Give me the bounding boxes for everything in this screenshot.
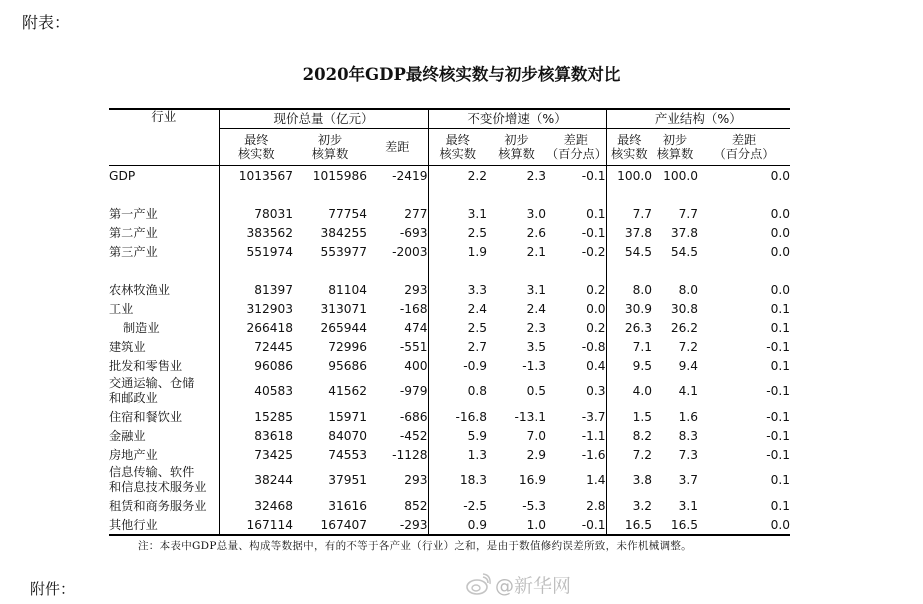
table-row [109, 375, 790, 407]
value-cell: 7.3 [678, 447, 699, 462]
industry-name-line: 和信息技术服务业 [109, 480, 207, 494]
value-cell: 96086 [219, 356, 293, 375]
value-cell: 16.5 [606, 515, 652, 535]
value-cell: 74553 [328, 447, 367, 462]
subheader-cell [293, 129, 367, 166]
value-cell: 37951 [328, 472, 367, 487]
industry-name-cell [109, 299, 219, 318]
value-cell: 15285 [219, 407, 293, 426]
empty-cell [487, 261, 546, 280]
value-cell: 3.3 [428, 280, 487, 299]
value-cell: 1.6 [678, 409, 699, 424]
value-cell: 0.1 [770, 358, 791, 373]
value-cell: -3.7 [581, 409, 606, 424]
value-cell: -16.8 [428, 407, 487, 426]
table-row [109, 356, 790, 375]
weibo-logo-icon [465, 573, 491, 595]
value-cell: 7.1 [606, 337, 652, 356]
value-cell: 293 [404, 472, 428, 487]
value-cell: 293 [404, 282, 428, 297]
value-cell: -0.1 [766, 339, 791, 354]
industry-name-line: 金融业 [109, 428, 146, 443]
empty-cell [109, 185, 219, 204]
table-row [109, 496, 790, 515]
empty-cell [428, 261, 487, 280]
value-cell: 16.5 [652, 515, 698, 535]
value-cell: 83618 [219, 426, 293, 445]
subheader-line: 核实数 [237, 147, 275, 161]
value-cell: 0.0 [770, 225, 791, 240]
table-row [109, 223, 790, 242]
value-cell: -0.8 [581, 339, 606, 354]
value-cell: -1.3 [522, 358, 546, 373]
industry-name-line: 农林牧渔业 [109, 282, 170, 297]
industry-name-line: 工业 [109, 301, 134, 316]
industry-name-line: 信息传输、软件 [109, 465, 195, 479]
table-row [109, 464, 790, 496]
subheader-line: 核实数 [611, 147, 648, 161]
subheader-line: 核实数 [439, 147, 477, 161]
industry-name-line: 第三产业 [109, 244, 158, 259]
subheader-cell [546, 129, 606, 166]
empty-cell [367, 185, 428, 204]
subheader-cell [219, 129, 293, 166]
value-cell: -2.5 [428, 496, 487, 515]
value-cell: 265944 [320, 320, 367, 335]
subheader-line: 差距 [731, 133, 757, 147]
value-cell: 0.0 [770, 206, 791, 221]
subheader-line: 核算数 [311, 147, 349, 161]
attachment-label: 附件： [30, 580, 76, 598]
value-cell: 3.7 [678, 472, 699, 487]
table-title: 2020年GDP最终核实数与初步核算数对比 [302, 65, 621, 84]
value-cell: 7.7 [606, 204, 652, 223]
value-cell: -5.3 [522, 498, 546, 513]
subheader-cell [698, 129, 790, 166]
value-cell: 2.4 [428, 299, 487, 318]
value-cell: 0.0 [698, 515, 790, 535]
gdp-comparison-table [109, 108, 790, 536]
value-cell: 0.2 [586, 282, 606, 297]
value-cell: -0.2 [581, 244, 606, 259]
subheader-cell [367, 129, 428, 166]
value-cell: -693 [399, 225, 428, 240]
value-cell: -2003 [392, 244, 428, 259]
industry-name-cell [109, 223, 219, 242]
empty-cell [698, 185, 790, 204]
value-cell: 95686 [328, 358, 367, 373]
value-cell: 30.8 [670, 301, 699, 316]
industry-name-line: 批发和零售业 [109, 358, 183, 373]
subheader-line: 最终 [617, 133, 642, 147]
value-cell: 40583 [219, 375, 293, 407]
value-cell: 551974 [219, 242, 293, 261]
empty-cell [698, 261, 790, 280]
value-cell: 1.3 [428, 445, 487, 464]
value-cell: 2.7 [428, 337, 487, 356]
table-row [109, 242, 790, 261]
value-cell: 4.0 [606, 375, 652, 407]
value-cell: 7.0 [526, 428, 546, 443]
empty-cell [546, 185, 606, 204]
value-cell: 1013567 [219, 166, 293, 186]
value-cell: 37.8 [670, 225, 699, 240]
table-row [109, 299, 790, 318]
value-cell: 9.4 [678, 358, 699, 373]
value-cell: 2.4 [526, 301, 546, 316]
value-cell: -0.1 [581, 225, 606, 240]
value-cell: 1.0 [487, 515, 546, 535]
value-cell: 7.7 [678, 206, 699, 221]
value-cell: 8.0 [606, 280, 652, 299]
value-cell: 2.9 [526, 447, 546, 462]
table-row [109, 445, 790, 464]
subheader-line: 初步 [317, 133, 343, 147]
industry-name-cell [109, 318, 219, 337]
value-cell: 30.9 [606, 299, 652, 318]
value-cell: 852 [404, 498, 428, 513]
value-cell: 553977 [320, 244, 367, 259]
subheader-line: （百分点） [713, 147, 775, 161]
subheader-line: 核算数 [656, 147, 694, 161]
empty-cell [606, 261, 652, 280]
value-cell: 2.2 [428, 166, 487, 186]
industry-name-cell [109, 445, 219, 464]
value-cell: 2.3 [526, 168, 546, 183]
value-cell: 3.0 [526, 206, 546, 221]
value-cell: 3.8 [606, 464, 652, 496]
value-cell: -551 [399, 339, 428, 354]
value-cell: 8.0 [678, 282, 699, 297]
subheader-cell [652, 129, 698, 166]
subheader-line: 差距 [385, 140, 410, 154]
industry-name-cell [109, 356, 219, 375]
group-header-constant-growth: 不变价增速（%） [428, 109, 606, 129]
value-cell: 167407 [293, 515, 367, 535]
value-cell: 312903 [219, 299, 293, 318]
industry-name-line: 第一产业 [109, 206, 158, 221]
industry-name-cell [109, 496, 219, 515]
industry-name-line: 第二产业 [109, 225, 158, 240]
value-cell: 32468 [219, 496, 293, 515]
value-cell: 26.2 [670, 320, 699, 335]
value-cell: 16.9 [518, 472, 546, 487]
empty-cell [652, 261, 698, 280]
subheader-cell [487, 129, 546, 166]
industry-name-line: 和邮政业 [109, 391, 158, 405]
value-cell: 100.0 [663, 168, 699, 183]
value-cell: -0.1 [581, 168, 606, 183]
group-header-current-price: 现价总量（亿元） [219, 109, 428, 129]
industry-name-line: 建筑业 [109, 339, 146, 354]
value-cell: 100.0 [606, 166, 652, 186]
value-cell: 8.3 [678, 428, 699, 443]
industry-name-cell [109, 426, 219, 445]
table-row [109, 407, 790, 426]
value-cell: -0.9 [428, 356, 487, 375]
value-cell: 0.1 [770, 498, 791, 513]
value-cell: 0.3 [586, 383, 606, 398]
value-cell: 3.1 [678, 498, 699, 513]
value-cell: 3.1 [428, 204, 487, 223]
empty-cell [109, 261, 219, 280]
subheader-line: 差距 [563, 133, 588, 147]
value-cell: 9.5 [606, 356, 652, 375]
table-row [109, 515, 790, 535]
value-cell: 0.1 [770, 301, 791, 316]
value-cell: 7.2 [678, 339, 699, 354]
value-cell: 1015986 [312, 168, 367, 183]
empty-cell [219, 261, 293, 280]
industry-name-line: 房地产业 [109, 447, 158, 462]
value-cell: 81104 [328, 282, 367, 297]
value-cell: 18.3 [428, 464, 487, 496]
industry-name-cell [109, 337, 219, 356]
value-cell: 400 [404, 358, 428, 373]
industry-name-line: GDP [109, 168, 136, 183]
industry-name-cell [109, 515, 219, 535]
value-cell: 73425 [219, 445, 293, 464]
attachment-table-label: 附表： [22, 13, 71, 32]
value-cell: 26.3 [606, 318, 652, 337]
value-cell: 0.9 [428, 515, 487, 535]
value-cell: 0.1 [586, 206, 606, 221]
industry-name-line: 住宿和餐饮业 [109, 409, 183, 424]
table-row [109, 204, 790, 223]
value-cell: 0.2 [586, 320, 606, 335]
table-footnote: 注：本表中GDP总量、构成等数据中，有的不等于各产业（行业）之和，是由于数值修约误差所致，未作机械调整。 [138, 540, 692, 552]
value-cell: 37.8 [606, 223, 652, 242]
value-cell: -13.1 [514, 409, 546, 424]
value-cell: 1.5 [606, 407, 652, 426]
value-cell: 0.0 [770, 282, 791, 297]
value-cell: 15971 [328, 409, 367, 424]
value-cell: -1.1 [581, 428, 606, 443]
value-cell: 3.1 [526, 282, 546, 297]
industry-name-line: 租赁和商务服务业 [109, 498, 207, 513]
value-cell: -293 [367, 515, 428, 535]
value-cell: -0.1 [766, 447, 791, 462]
value-cell: 2.3 [526, 320, 546, 335]
value-cell: 72445 [219, 337, 293, 356]
column-header-industry: 行业 [109, 109, 219, 166]
value-cell: 81397 [219, 280, 293, 299]
value-cell: 54.5 [606, 242, 652, 261]
spacer-row [109, 185, 790, 204]
value-cell: 4.1 [678, 383, 699, 398]
value-cell: 72996 [328, 339, 367, 354]
value-cell: 0.0 [770, 168, 791, 183]
industry-name-cell [109, 204, 219, 223]
subheader-line: （百分点） [546, 147, 607, 161]
table-row [109, 337, 790, 356]
value-cell: -0.1 [546, 515, 606, 535]
value-cell: 2.5 [428, 223, 487, 242]
empty-cell [428, 185, 487, 204]
industry-name-cell [109, 166, 219, 186]
value-cell: -0.1 [766, 383, 791, 398]
value-cell: 8.2 [606, 426, 652, 445]
xinhua-watermark [465, 571, 595, 597]
value-cell: 54.5 [670, 244, 699, 259]
value-cell: 1.9 [428, 242, 487, 261]
table-row [109, 280, 790, 299]
value-cell: 383562 [219, 223, 293, 242]
value-cell: 3.2 [606, 496, 652, 515]
subheader-line: 核算数 [498, 147, 535, 161]
empty-cell [546, 261, 606, 280]
value-cell: 384255 [320, 225, 367, 240]
value-cell: 2.6 [526, 225, 546, 240]
value-cell: 266418 [219, 318, 293, 337]
table-row [109, 166, 790, 186]
empty-cell [367, 261, 428, 280]
value-cell: 277 [404, 206, 428, 221]
value-cell: -452 [399, 428, 428, 443]
value-cell: 0.4 [586, 358, 606, 373]
empty-cell [293, 261, 367, 280]
empty-cell [219, 185, 293, 204]
value-cell: 1.4 [586, 472, 606, 487]
value-cell: 38244 [219, 464, 293, 496]
value-cell: 167114 [219, 515, 293, 535]
value-cell: 0.1 [770, 320, 791, 335]
industry-name-cell [109, 464, 219, 496]
industry-name-cell [109, 375, 219, 407]
group-header-structure: 产业结构（%） [606, 109, 790, 129]
value-cell: 41562 [328, 383, 367, 398]
value-cell: 78031 [219, 204, 293, 223]
table-row [109, 318, 790, 337]
industry-name-line: 制造业 [123, 320, 160, 335]
industry-name-cell [109, 280, 219, 299]
value-cell: -1.6 [581, 447, 606, 462]
empty-cell [652, 185, 698, 204]
subheader-line: 最终 [445, 133, 470, 147]
industry-name-cell [109, 242, 219, 261]
empty-cell [293, 185, 367, 204]
value-cell: -686 [399, 409, 428, 424]
value-cell: 0.8 [428, 375, 487, 407]
spacer-row [109, 261, 790, 280]
empty-cell [606, 185, 652, 204]
value-cell: -1128 [392, 447, 428, 462]
subheader-cell [428, 129, 487, 166]
value-cell: -2419 [392, 168, 428, 183]
industry-name-line: 交通运输、仓储 [109, 376, 195, 390]
subheader-cell [606, 129, 652, 166]
table-row [109, 426, 790, 445]
value-cell: 474 [404, 320, 428, 335]
value-cell: 0.0 [770, 244, 791, 259]
value-cell: -979 [399, 383, 428, 398]
industry-name-cell [109, 407, 219, 426]
value-cell: 77754 [328, 206, 367, 221]
value-cell: 2.8 [586, 498, 606, 513]
value-cell: -0.1 [766, 428, 791, 443]
subheader-line: 初步 [662, 133, 688, 147]
value-cell: 5.9 [428, 426, 487, 445]
industry-name-line: 其他行业 [109, 517, 158, 532]
value-cell: 2.1 [526, 244, 546, 259]
subheader-line: 最终 [244, 133, 269, 147]
value-cell: 2.5 [428, 318, 487, 337]
watermark-text: @新华网 [495, 574, 572, 597]
value-cell: 31616 [328, 498, 367, 513]
empty-cell [487, 185, 546, 204]
value-cell: 7.2 [606, 445, 652, 464]
value-cell: 0.5 [526, 383, 546, 398]
value-cell: 313071 [320, 301, 367, 316]
value-cell: 84070 [328, 428, 367, 443]
value-cell: 0.0 [586, 301, 606, 316]
value-cell: -0.1 [766, 409, 791, 424]
subheader-line: 初步 [504, 133, 529, 147]
value-cell: 0.1 [770, 472, 791, 487]
value-cell: 3.5 [526, 339, 546, 354]
value-cell: -168 [399, 301, 428, 316]
